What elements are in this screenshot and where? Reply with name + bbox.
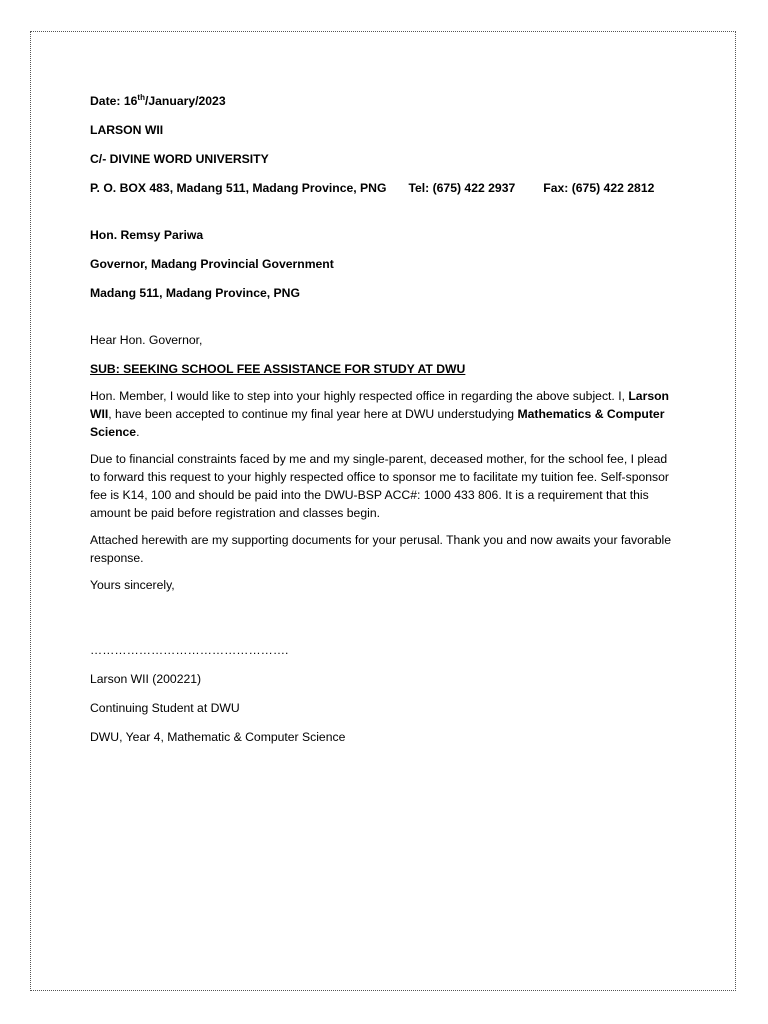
signature-line: …………………………………………. (90, 643, 289, 657)
sender-tel: Tel: (675) 422 2937 (408, 181, 516, 195)
sender-address: P. O. BOX 483, Madang 511, Madang Province, PNG (90, 181, 387, 195)
letter-date: Date: 16th/January/2023 (90, 92, 226, 108)
paragraph-1: Hon. Member, I would like to step into your highly respected office in regarding the above subject. I, Larson WII, have been accepted to continue my final year here at DWU understudying Mathematics & Computer Science. (90, 389, 669, 439)
paragraph-2: Due to financial constraints faced by me and my single-parent, deceased mother, for the school fee, I plead to forward this request to your highly respected office to sponsor me to facilitate my tuition fee. Self-sponsor fee is K14, 100 and should be paid into the DWU-BSP ACC#: 1000 433 806. It is a requirement that this amount be paid before registration and classes begin. (90, 452, 669, 520)
signature-status: Continuing Student at DWU (90, 701, 240, 715)
salutation: Hear Hon. Governor, (90, 333, 203, 347)
paragraph-3: Attached herewith are my supporting documents for your perusal. Thank you and now awaits your favorable response. (90, 533, 672, 565)
recipient-name: Hon. Remsy Pariwa (90, 228, 204, 242)
sender-fax: Fax: (675) 422 2812 (543, 181, 655, 195)
recipient-title: Governor, Madang Provincial Government (90, 257, 334, 271)
sender-address-row (90, 179, 680, 197)
signature-name: Larson WII (200221) (90, 672, 202, 686)
signature-program: DWU, Year 4, Mathematic & Computer Science (90, 730, 346, 744)
recipient-address: Madang 511, Madang Province, PNG (90, 286, 300, 300)
sender-org: C/- DIVINE WORD UNIVERSITY (90, 152, 269, 166)
subject-line: SUB: SEEKING SCHOOL FEE ASSISTANCE FOR STUDY AT DWU (90, 362, 466, 376)
letter-content (90, 92, 680, 757)
sender-name: LARSON WII (90, 123, 164, 137)
closing: Yours sincerely, (90, 578, 175, 592)
